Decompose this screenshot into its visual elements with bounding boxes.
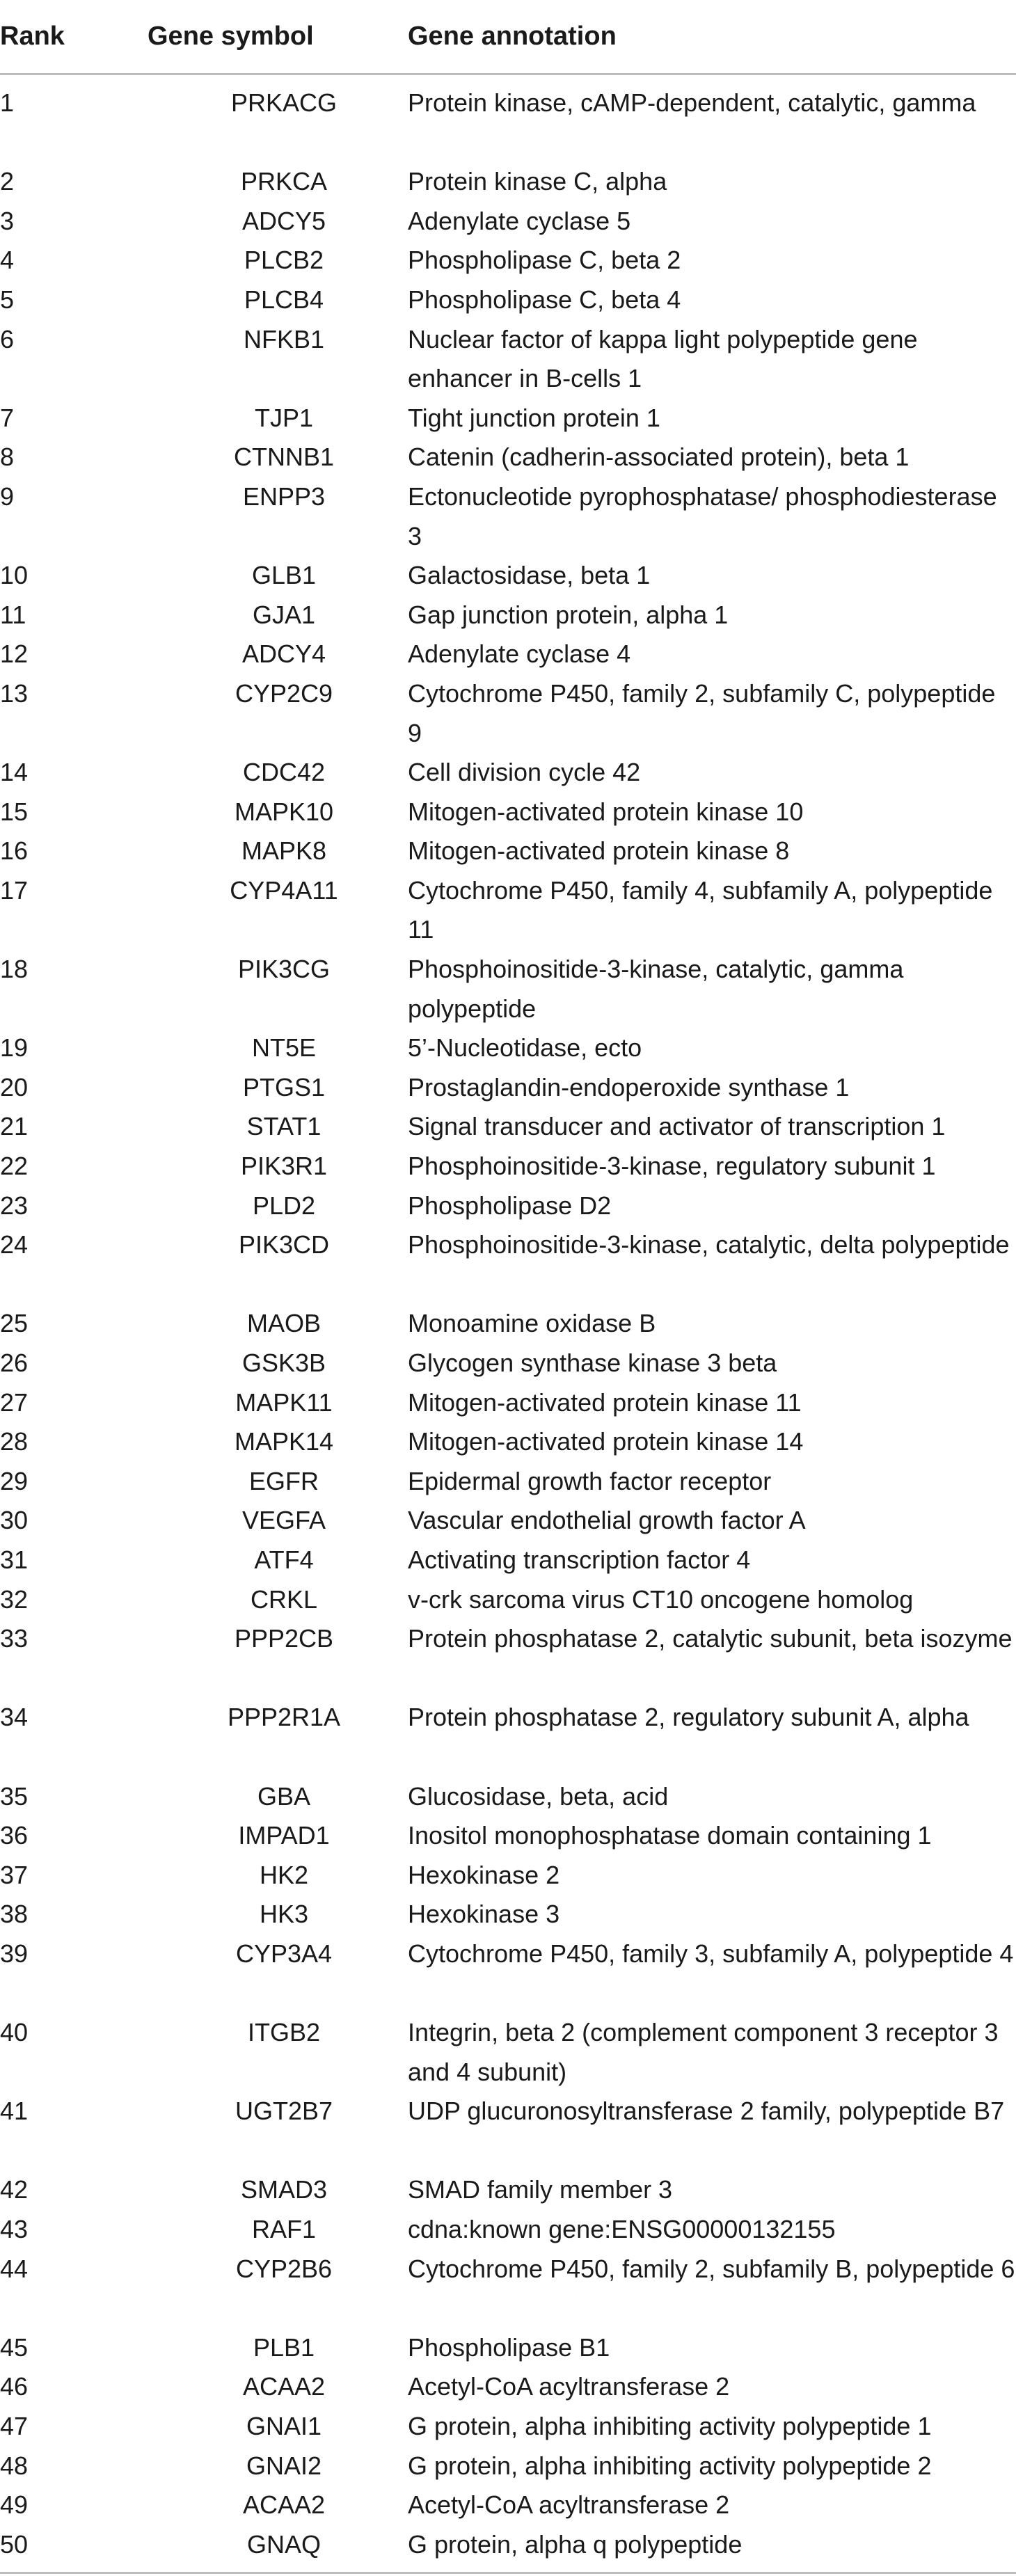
cell-rank: 18 [0, 955, 29, 984]
cell-gene-symbol: ADCY4 [241, 639, 326, 669]
table-row [0, 1934, 1016, 2013]
cell-gene-annotation: G protein, alpha q polypeptide [408, 2529, 743, 2559]
cell-gene-symbol: MAPK10 [234, 797, 334, 826]
table-row [0, 596, 1016, 635]
cell-gene-annotation: Protein phosphatase 2, catalytic subunit, beta isozyme [408, 1624, 1013, 1653]
cell-gene-annotation: Phospholipase D2 [408, 1191, 612, 1220]
cell-gene-symbol: EGFR [248, 1466, 319, 1495]
cell-gene-symbol: GJA1 [252, 600, 316, 629]
cell-rank: 34 [0, 1703, 29, 1732]
cell-gene-symbol: PRKCA [240, 167, 328, 196]
cell-gene-symbol: GBA [257, 1781, 311, 1811]
table-row [0, 2447, 1016, 2486]
cell-gene-annotation: UDP glucuronosyltransferase 2 family, polypeptide B7 [408, 2097, 1005, 2126]
cell-gene-annotation: Vascular endothelial growth factor A [408, 1506, 806, 1535]
cell-rank: 29 [0, 1466, 29, 1495]
table-row [0, 1777, 1016, 1817]
table-header [0, 0, 1016, 75]
cell-gene-symbol: GNAI1 [246, 2412, 322, 2441]
table-row [0, 162, 1016, 202]
cell-gene-symbol: MAPK11 [235, 1388, 333, 1417]
cell-rank: 27 [0, 1388, 29, 1417]
cell-gene-annotation: G protein, alpha inhibiting activity polypeptide 1 [408, 2412, 932, 2441]
cell-gene-symbol: HK2 [259, 1860, 309, 1889]
cell-rank: 49 [0, 2490, 29, 2520]
cell-gene-symbol: GNAQ [246, 2529, 321, 2559]
table-row [0, 753, 1016, 793]
cell-gene-symbol: SMAD3 [240, 2175, 328, 2204]
cell-gene-annotation: Phospholipase C, beta 4 [408, 285, 681, 314]
cell-gene-symbol: PRKACG [230, 88, 338, 117]
header-gene-symbol: Gene symbol [148, 22, 314, 51]
cell-rank: 14 [0, 758, 29, 787]
cell-gene-annotation: Catenin (cadherin-associated protein), beta 1 [408, 443, 910, 472]
cell-gene-annotation: Inositol monophosphatase domain containing 1 [408, 1821, 932, 1850]
cell-rank: 48 [0, 2451, 29, 2480]
cell-gene-symbol: CYP2B6 [235, 2254, 333, 2283]
cell-gene-annotation: cdna:known gene:ENSG00000132155 [408, 2215, 836, 2244]
cell-gene-annotation: Nuclear factor of kappa light polypeptide gene enhancer in B-cells 1 [408, 324, 918, 393]
cell-rank: 45 [0, 2332, 29, 2362]
cell-gene-symbol: PPP2R1A [227, 1703, 341, 1732]
cell-gene-symbol: GNAI2 [246, 2451, 322, 2480]
table-row [0, 1422, 1016, 1462]
cell-rank: 22 [0, 1152, 29, 1181]
cell-rank: 13 [0, 678, 29, 708]
cell-rank: 9 [0, 482, 15, 511]
cell-rank: 4 [0, 246, 15, 275]
cell-gene-symbol: ATF4 [254, 1545, 314, 1574]
table-row [0, 2092, 1016, 2170]
table-row [0, 202, 1016, 241]
table-row [0, 1068, 1016, 1108]
cell-gene-annotation: 5’-Nucleotidase, ecto [408, 1033, 642, 1063]
cell-gene-annotation: Glycogen synthase kinase 3 beta [408, 1349, 777, 1377]
cell-gene-symbol: CRKL [250, 1584, 318, 1614]
table-row [0, 1580, 1016, 1620]
table-row [0, 871, 1016, 950]
table-row [0, 2170, 1016, 2210]
table-row [0, 1225, 1016, 1304]
cell-rank: 33 [0, 1624, 29, 1653]
table-row [0, 2210, 1016, 2250]
table-row [0, 280, 1016, 320]
table-row [0, 2328, 1016, 2368]
cell-gene-annotation: Acetyl-CoA acyltransferase 2 [408, 2372, 730, 2401]
cell-gene-annotation: Phosphoinositide-3-kinase, catalytic, delta polypeptide [408, 1230, 1010, 1259]
cell-gene-annotation: Monoamine oxidase B [408, 1309, 656, 1338]
table-row [0, 1501, 1016, 1541]
cell-gene-annotation: Hexokinase 3 [408, 1900, 560, 1929]
cell-rank: 11 [0, 600, 26, 629]
header-rank: Rank [0, 22, 65, 51]
cell-gene-annotation: Protein kinase C, alpha [408, 167, 667, 196]
cell-gene-annotation: SMAD family member 3 [408, 2175, 673, 2204]
cell-gene-annotation: Cytochrome P450, family 2, subfamily C, polypeptide 9 [408, 678, 996, 747]
table-row [0, 832, 1016, 871]
cell-gene-annotation: Cytochrome P450, family 2, subfamily B, polypeptide 6 [408, 2254, 1015, 2283]
cell-gene-symbol: UGT2B7 [235, 2097, 333, 2126]
cell-gene-symbol: PPP2CB [234, 1624, 334, 1653]
cell-rank: 8 [0, 443, 15, 472]
table-row [0, 1895, 1016, 1934]
cell-rank: 3 [0, 206, 15, 235]
cell-gene-annotation: Protein phosphatase 2, regulatory subunit A, alpha [408, 1703, 969, 1732]
cell-rank: 10 [0, 561, 29, 590]
table-row [0, 1856, 1016, 1895]
cell-gene-annotation: Cytochrome P450, family 4, subfamily A, polypeptide 11 [408, 875, 993, 944]
cell-rank: 1 [0, 88, 15, 117]
cell-gene-annotation: Adenylate cyclase 5 [408, 206, 631, 235]
cell-rank: 40 [0, 2018, 29, 2047]
cell-gene-symbol: NT5E [251, 1033, 317, 1063]
cell-gene-annotation: Integrin, beta 2 (complement component 3 receptor 3 and 4 subunit) [408, 2018, 999, 2086]
cell-rank: 16 [0, 836, 29, 866]
cell-gene-symbol: ADCY5 [241, 206, 326, 235]
table-row [0, 1816, 1016, 1856]
cell-gene-symbol: PLB1 [253, 2332, 315, 2362]
cell-gene-symbol: TJP1 [254, 403, 314, 432]
cell-rank: 7 [0, 403, 15, 432]
table-row [0, 1028, 1016, 1068]
cell-gene-annotation: Cell division cycle 42 [408, 758, 641, 787]
header-gene-annotation: Gene annotation [408, 22, 617, 51]
table-row [0, 2407, 1016, 2447]
cell-rank: 38 [0, 1900, 29, 1929]
table-bottom-rule [0, 2572, 1016, 2574]
cell-gene-annotation: Mitogen-activated protein kinase 14 [408, 1427, 804, 1456]
cell-rank: 36 [0, 1821, 29, 1850]
cell-rank: 31 [0, 1545, 29, 1574]
table-row [0, 84, 1016, 162]
table-row [0, 635, 1016, 674]
table-row [0, 1147, 1016, 1186]
cell-rank: 23 [0, 1191, 29, 1220]
cell-gene-symbol: PLCB4 [244, 285, 324, 314]
cell-rank: 17 [0, 875, 29, 905]
cell-rank: 37 [0, 1860, 29, 1889]
cell-rank: 39 [0, 1939, 29, 1968]
table-row [0, 320, 1016, 399]
cell-gene-symbol: HK3 [259, 1900, 309, 1929]
cell-rank: 41 [0, 2097, 29, 2126]
cell-gene-symbol: GSK3B [241, 1349, 326, 1377]
cell-rank: 21 [0, 1112, 29, 1141]
table-row [0, 2525, 1016, 2565]
cell-gene-annotation: Gap junction protein, alpha 1 [408, 600, 729, 629]
table-row [0, 1107, 1016, 1147]
cell-gene-annotation: Glucosidase, beta, acid [408, 1781, 669, 1811]
table-row [0, 241, 1016, 280]
table-row [0, 2367, 1016, 2407]
cell-gene-symbol: PLCB2 [244, 246, 324, 275]
cell-rank: 20 [0, 1072, 29, 1102]
table-row [0, 950, 1016, 1028]
cell-rank: 46 [0, 2372, 29, 2401]
cell-gene-annotation: Epidermal growth factor receptor [408, 1466, 772, 1495]
cell-gene-symbol: IMPAD1 [238, 1821, 330, 1850]
cell-gene-symbol: PIK3CG [237, 955, 331, 984]
cell-rank: 35 [0, 1781, 29, 1811]
cell-rank: 25 [0, 1309, 29, 1338]
cell-gene-symbol: PTGS1 [242, 1072, 326, 1102]
cell-gene-symbol: ENPP3 [242, 482, 326, 511]
cell-gene-annotation: Ectonucleotide pyrophosphatase/ phosphodiesterase 3 [408, 482, 997, 550]
cell-gene-annotation: v-crk sarcoma virus CT10 oncogene homolog [408, 1584, 914, 1614]
table-row [0, 438, 1016, 477]
cell-gene-symbol: NFKB1 [243, 324, 325, 353]
cell-gene-annotation: Acetyl-CoA acyltransferase 2 [408, 2490, 730, 2520]
cell-gene-annotation: Protein kinase, cAMP-dependent, catalytic, gamma [408, 88, 976, 117]
cell-gene-symbol: ITGB2 [247, 2018, 321, 2047]
cell-gene-annotation: Adenylate cyclase 4 [408, 639, 631, 669]
cell-gene-annotation: Phosphoinositide-3-kinase, catalytic, gamma polypeptide [408, 955, 904, 1023]
cell-gene-annotation: Phospholipase C, beta 2 [408, 246, 681, 275]
cell-rank: 12 [0, 639, 29, 669]
cell-gene-symbol: PLD2 [252, 1191, 316, 1220]
table-row [0, 1383, 1016, 1423]
cell-gene-annotation: Galactosidase, beta 1 [408, 561, 651, 590]
cell-gene-symbol: CDC42 [242, 758, 326, 787]
table-body [0, 84, 1016, 2564]
table-row [0, 2486, 1016, 2525]
table-row [0, 793, 1016, 832]
cell-rank: 24 [0, 1230, 29, 1259]
cell-gene-annotation: G protein, alpha inhibiting activity polypeptide 2 [408, 2451, 932, 2480]
table-row [0, 399, 1016, 438]
cell-rank: 50 [0, 2529, 29, 2559]
cell-rank: 26 [0, 1349, 29, 1377]
cell-rank: 44 [0, 2254, 29, 2283]
table-row [0, 477, 1016, 556]
cell-gene-symbol: MAPK8 [241, 836, 327, 866]
cell-gene-annotation: Tight junction protein 1 [408, 403, 660, 432]
table-row [0, 1619, 1016, 1698]
cell-gene-symbol: CYP3A4 [235, 1939, 333, 1968]
cell-rank: 19 [0, 1033, 29, 1063]
cell-rank: 5 [0, 285, 15, 314]
cell-gene-symbol: PIK3R1 [240, 1152, 328, 1181]
cell-gene-annotation: Activating transcription factor 4 [408, 1545, 751, 1574]
table-row [0, 2013, 1016, 2092]
cell-rank: 2 [0, 167, 15, 196]
table-row [0, 1344, 1016, 1383]
cell-gene-symbol: GLB1 [251, 561, 317, 590]
table-row [0, 556, 1016, 596]
cell-gene-symbol: MAPK14 [234, 1427, 334, 1456]
cell-gene-annotation: Mitogen-activated protein kinase 10 [408, 797, 804, 826]
cell-gene-annotation: Hexokinase 2 [408, 1860, 560, 1889]
cell-gene-symbol: CYP4A11 [230, 875, 338, 905]
cell-rank: 32 [0, 1584, 29, 1614]
table-row [0, 674, 1016, 753]
cell-rank: 43 [0, 2215, 29, 2244]
cell-gene-symbol: CYP2C9 [235, 678, 333, 708]
cell-gene-symbol: MAOB [246, 1309, 321, 1338]
cell-rank: 47 [0, 2412, 29, 2441]
cell-rank: 15 [0, 797, 29, 826]
table-row [0, 1186, 1016, 1226]
cell-gene-symbol: PIK3CD [238, 1230, 330, 1259]
cell-gene-symbol: STAT1 [246, 1112, 322, 1141]
cell-gene-symbol: RAF1 [251, 2215, 317, 2244]
cell-gene-symbol: CTNNB1 [233, 443, 335, 472]
cell-gene-symbol: VEGFA [241, 1506, 326, 1535]
cell-gene-annotation: Phospholipase B1 [408, 2332, 610, 2362]
cell-gene-symbol: ACAA2 [242, 2490, 326, 2520]
table-row [0, 1541, 1016, 1580]
cell-gene-annotation: Mitogen-activated protein kinase 8 [408, 836, 790, 866]
cell-gene-annotation: Signal transducer and activator of transcription 1 [408, 1112, 946, 1141]
table-row [0, 1462, 1016, 1502]
cell-gene-annotation: Mitogen-activated protein kinase 11 [408, 1388, 802, 1417]
cell-gene-annotation: Phosphoinositide-3-kinase, regulatory subunit 1 [408, 1152, 936, 1181]
cell-gene-annotation: Cytochrome P450, family 3, subfamily A, polypeptide 4 [408, 1939, 1014, 1968]
cell-rank: 30 [0, 1506, 29, 1535]
table-row [0, 1698, 1016, 1776]
cell-rank: 42 [0, 2175, 29, 2204]
cell-rank: 6 [0, 324, 15, 353]
cell-gene-annotation: Prostaglandin-endoperoxide synthase 1 [408, 1072, 850, 1102]
table-row [0, 2250, 1016, 2328]
table-row [0, 1304, 1016, 1344]
cell-gene-symbol: ACAA2 [242, 2372, 326, 2401]
cell-rank: 28 [0, 1427, 29, 1456]
